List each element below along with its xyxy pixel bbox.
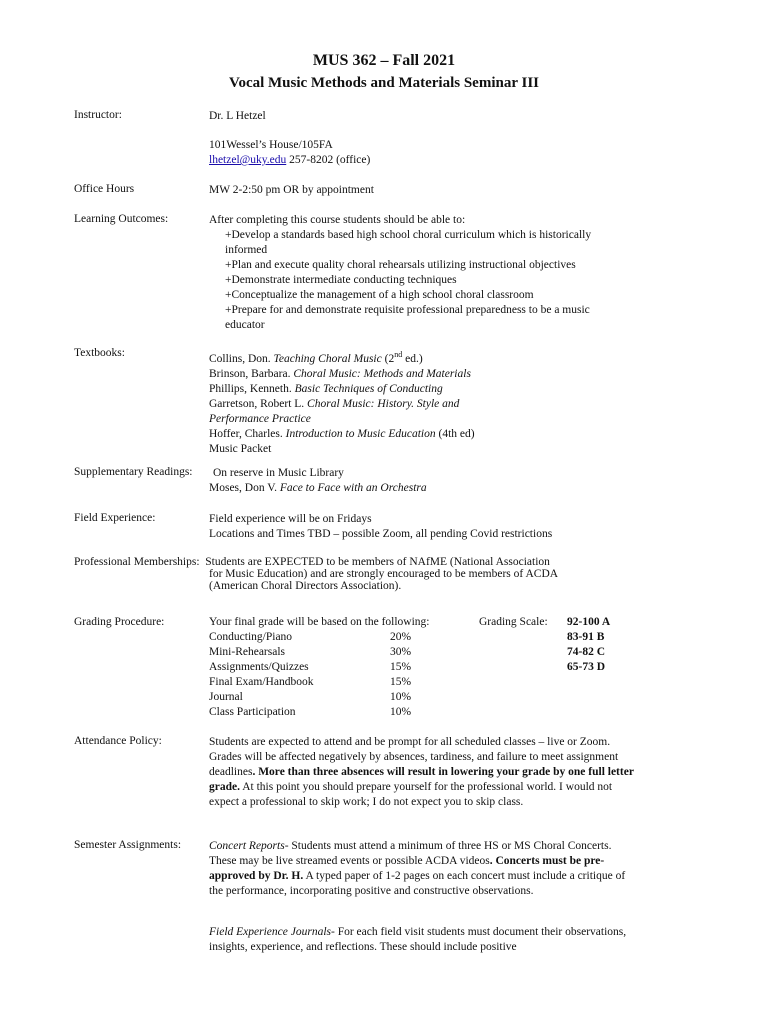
grading-row: Assignments/Quizzes 15% 65-73 D (209, 661, 606, 673)
memberships-line: for Music Education) and are strongly encouraged to be members of ACDA (209, 568, 559, 580)
instructor-label: Instructor: (74, 109, 122, 121)
grading-table (209, 616, 679, 721)
instructor-office: 101Wessel’s House/105FA (209, 139, 333, 151)
grading-row: Journal 10% (209, 691, 412, 703)
assignments-label: Semester Assignments: (74, 839, 182, 851)
textbooks-label: Textbooks: (74, 347, 125, 359)
textbook-item-cont: Performance Practice (209, 412, 311, 425)
office-hours-value: MW 2-2:50 pm OR by appointment (209, 184, 374, 196)
memberships-line: (American Choral Directors Association). (209, 580, 402, 592)
grading-row: Final Exam/Handbook 15% (209, 676, 412, 688)
textbook-item: Music Packet (209, 442, 272, 455)
grading-intro: Your final grade will be based on the following: (209, 616, 430, 628)
grading-row: Class Participation 10% (209, 706, 412, 718)
grading-label: Grading Procedure: (74, 616, 165, 628)
supplementary-item: Moses, Don V. Face to Face with an Orchestra (209, 482, 427, 494)
outcome-item: +Plan and execute quality choral rehearsals utilizing instructional objectives (225, 259, 576, 271)
memberships-section (74, 556, 694, 592)
outcome-item: +Demonstrate intermediate conducting techniques (225, 274, 457, 286)
grading-scale-label: Grading Scale: (479, 616, 548, 628)
concert-reports-text: Concert Reports- Students must attend a minimum of three HS or MS Choral Concerts. These may be live streamed events or possible ACDA videos. Concerts must be pre-approved by Dr. H. A typed paper of 1-2 pages on each concert must include a critique of the performance, incorporating positive and constructive observations. (209, 840, 626, 897)
supplementary-label: Supplementary Readings: (74, 466, 193, 478)
grading-scale-item: 83-91 B (567, 631, 605, 643)
outcome-item: +Conceptualize the management of a high school choral classroom (225, 289, 534, 301)
textbook-item: Collins, Don. Teaching Choral Music (2nd ed.) (209, 350, 423, 365)
field-experience-line: Field experience will be on Fridays (209, 513, 372, 525)
course-title: MUS 362 – Fall 2021 (312, 52, 456, 69)
attendance-label: Attendance Policy: (74, 735, 162, 747)
textbook-item: Hoffer, Charles. Introduction to Music Education (4th ed) (209, 427, 475, 440)
outcome-item: +Prepare for and demonstrate requisite professional preparedness to be a music educator (225, 304, 590, 331)
field-experience-label: Field Experience: (74, 512, 156, 524)
textbook-item: Garretson, Robert L. Choral Music: History. Style and (209, 397, 460, 410)
supplementary-line: On reserve in Music Library (213, 467, 344, 479)
attendance-text: Students are expected to attend and be prompt for all scheduled classes – live or Zoom. Grades will be affected negatively by absences, tardiness, and failure to meet assignment deadlines. More than three absences will result in lowering your grade by one full letter grade. At this point you should prepare yourself for the professional world. I would not expect a professional to skip work; I do not expect you to skip class. (209, 736, 634, 808)
memberships-label: Professional Memberships: (74, 556, 200, 568)
grading-scale-item: 74-82 C (567, 646, 606, 658)
memberships-line: Professional Memberships: Students are EXPECTED to be members of NAfME (National Association (74, 556, 550, 568)
instructor-name: Dr. L Hetzel (209, 110, 266, 122)
grading-row: Conducting/Piano 20% 83-91 B (209, 631, 605, 643)
outcome-item: +Develop a standards based high school choral curriculum which is historically informed (225, 229, 592, 256)
grading-row: Mini-Rehearsals 30% 74-82 C (209, 646, 606, 658)
office-hours-label: Office Hours (74, 183, 135, 195)
course-subtitle: Vocal Music Methods and Materials Seminar III (228, 75, 539, 91)
instructor-email-link[interactable]: lhetzel@uky.edu (209, 154, 287, 166)
grading-scale-item: 92-100 A (567, 616, 611, 628)
instructor-phone: 257-8202 (office) (286, 154, 371, 166)
textbook-item: Brinson, Barbara. Choral Music: Methods and Materials (209, 367, 471, 380)
field-journals-text: Field Experience Journals- For each field visit students must document their observations, insights, experience, and reflections. These should include positive (209, 926, 627, 953)
textbook-item: Phillips, Kenneth. Basic Techniques of Conducting (209, 382, 443, 395)
learning-outcomes-label: Learning Outcomes: (74, 213, 169, 225)
learning-outcomes-intro: After completing this course students should be able to: (209, 214, 466, 226)
field-experience-line: Locations and Times TBD – possible Zoom, all pending Covid restrictions (209, 528, 553, 540)
grading-scale-item: 65-73 D (567, 661, 606, 673)
